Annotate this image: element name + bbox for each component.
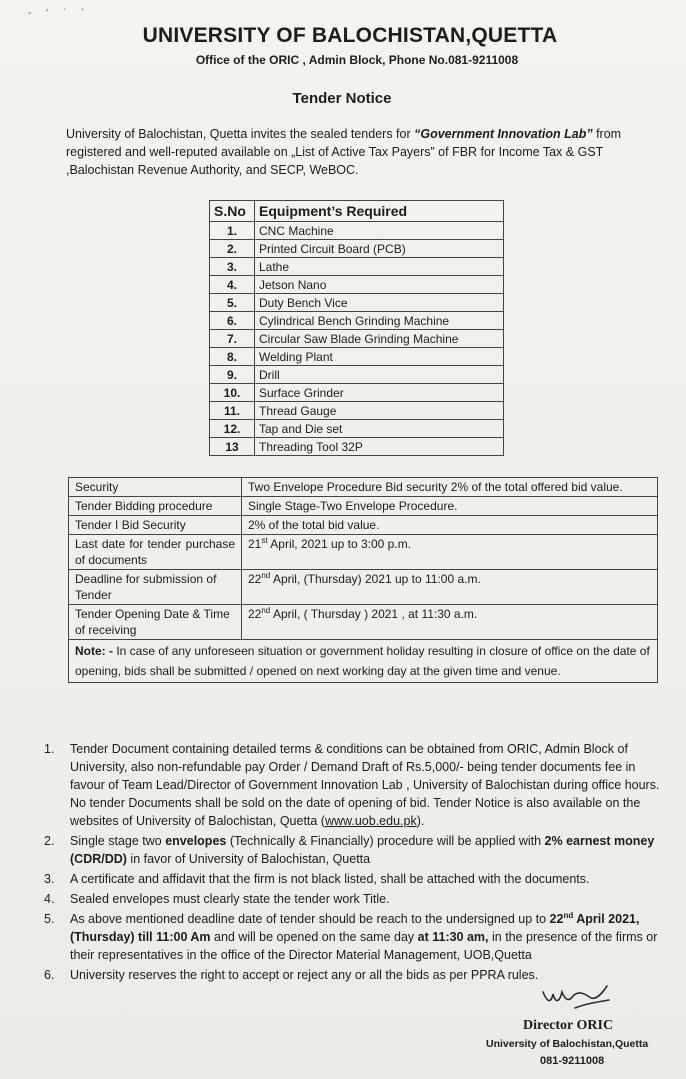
equipment-row	[210, 330, 504, 348]
term-number: 3.	[44, 872, 55, 886]
intro-text-2: from registered and well-reputed available on „List of Active Tax Payers” of FBR for Income Tax & GST ,Balochistan Revenue Authority, and SECP, WeBOC.	[66, 127, 622, 177]
equipment-item: Surface Grinder	[255, 384, 504, 402]
deadline-value	[242, 570, 658, 605]
equipment-item: Tap and Die set	[255, 420, 504, 438]
term-item	[40, 740, 660, 830]
lab-name: “Government Innovation Lab”	[414, 127, 593, 141]
equipment-sno: 8.	[210, 348, 255, 366]
equipment-row	[210, 348, 504, 366]
term-5-a: As above mentioned deadline date of tender should be reach to the undersigned up to	[70, 912, 550, 926]
intro-text-1: University of Balochistan, Quetta invites the sealed tenders for	[66, 127, 415, 141]
term-number: 2.	[44, 834, 55, 848]
term-2-c: (Technically & Financially) procedure will be applied with	[226, 834, 545, 848]
equipment-item: Threading Tool 32P	[255, 438, 504, 456]
term-text: University reserves the right to accept or reject any or all the bids as per PPRA rules.	[70, 968, 539, 982]
terms-list	[40, 740, 660, 986]
equipment-sno: 3.	[210, 258, 255, 276]
term-item	[40, 870, 660, 888]
equipment-row	[210, 222, 504, 240]
term-5-e: at 11:30 am,	[417, 930, 489, 944]
equipment-item: CNC Machine	[255, 222, 504, 240]
equipment-item: Jetson Nano	[255, 276, 504, 294]
term-item	[40, 832, 660, 868]
equipment-sno: 9.	[210, 366, 255, 384]
note-cell	[69, 640, 658, 683]
term-1-text: Tender Document containing detailed terms & conditions can be obtained from ORIC, Admin Block of University, also non-refundable pay Order / Demand Draft of Rs.5,000/- being tender documents fee in favour of Team Lead/Director of Government Innovation Lab , University of Balochistan during office hours. No tender Documents shall be sold on the date of opening of bid. Tender Notice is also available on the websites of University of Balochistan, Quetta (	[70, 742, 660, 828]
office-address: Office of the ORIC , Admin Block, Phone No.081-9211008	[195, 53, 519, 67]
equipment-item: Drill	[255, 366, 504, 384]
opening-label: Tender Opening Date & Time of receiving	[69, 605, 242, 640]
equipment-sno: 12.	[210, 420, 255, 438]
term-number: 4.	[44, 892, 55, 906]
term-1-end: ).	[416, 814, 425, 828]
security-label: Security	[69, 478, 242, 497]
term-5-f: in the presence of the firms or their representatives in the office of the Director Material Management, UOB,Quetta	[70, 930, 658, 962]
notice-heading: Tender Notice	[292, 90, 392, 107]
deadline-rest: April, (Thursday) 2021 up to 11:00 a.m.	[270, 572, 481, 586]
procedure-value: Single Stage-Two Envelope Procedure.	[242, 497, 658, 516]
purchase-value	[242, 535, 658, 570]
equipment-row	[210, 402, 504, 420]
equipment-item: Welding Plant	[255, 348, 504, 366]
purchase-day: 21	[248, 537, 262, 551]
bid-security-value: 2% of the total bid value.	[242, 516, 658, 535]
equipment-row	[210, 438, 504, 456]
equipment-header-row	[210, 201, 504, 222]
security-row	[69, 478, 658, 497]
equipment-item: Cylindrical Bench Grinding Machine	[255, 312, 504, 330]
opening-rest: April, ( Thursday ) 2021 , at 11:30 a.m.	[270, 607, 478, 621]
equipment-sno: 7.	[210, 330, 255, 348]
signatory-phone: 081-9211008	[540, 1055, 605, 1067]
procedure-row	[69, 497, 658, 516]
equipment-row	[210, 420, 504, 438]
deadline-day-suffix: nd	[261, 571, 271, 580]
signatory-title: Director ORIC	[523, 1018, 614, 1033]
purchase-row	[69, 535, 658, 570]
note-text: In case of any unforeseen situation or government holiday resulting in closure of office on the date of opening, bids shall be submitted / opened on next working day at the given time and venue.	[75, 644, 650, 678]
deadline-label: Deadline for submission of Tender	[69, 570, 242, 605]
term-5-c: April 2021, (Thursday) till 11:00 Am	[70, 912, 640, 944]
equipment-row	[210, 276, 504, 294]
term-text	[70, 740, 660, 830]
term-number: 1.	[44, 742, 55, 756]
equipment-item: Lathe	[255, 258, 504, 276]
handwritten-signature	[535, 980, 615, 1020]
purchase-day-suffix: st	[261, 536, 268, 545]
note-row	[69, 640, 658, 683]
term-item	[40, 890, 660, 908]
equipment-sno: 1.	[210, 222, 255, 240]
security-value: Two Envelope Procedure Bid security 2% of the total offered bid value.	[242, 478, 658, 497]
opening-row	[69, 605, 658, 640]
equipment-row	[210, 294, 504, 312]
deadline-day: 22	[248, 572, 262, 586]
term-5-d: and will be opened on the same day	[210, 930, 418, 944]
col-item-header: Equipment’s Required	[255, 201, 504, 222]
equipment-row	[210, 240, 504, 258]
purchase-label: Last date for tender purchase of documents	[69, 535, 242, 570]
equipment-rows	[210, 222, 504, 456]
equipment-item: Circular Saw Blade Grinding Machine	[255, 330, 504, 348]
equipment-row	[210, 366, 504, 384]
equipment-sno: 11.	[210, 402, 255, 420]
opening-day-suffix: nd	[261, 606, 271, 615]
signatory-university: University of Balochistan,Quetta	[486, 1038, 649, 1050]
opening-day: 22	[248, 607, 262, 621]
term-number: 5.	[44, 912, 55, 926]
equipment-item: Duty Bench Vice	[255, 294, 504, 312]
scan-marks: - ʻ ˙ ʼ	[28, 8, 90, 19]
equipment-row	[210, 384, 504, 402]
term-item	[40, 910, 660, 964]
tender-details-table	[68, 477, 658, 683]
term-2-e: in favor of University of Balochistan, Quetta	[126, 852, 371, 866]
bid-security-label: Tender I Bid Security	[69, 516, 242, 535]
term-number: 6.	[44, 968, 55, 982]
purchase-rest: April, 2021 up to 3:00 p.m.	[267, 537, 412, 551]
term-5-day: 22	[549, 912, 564, 926]
equipment-sno: 6.	[210, 312, 255, 330]
equipment-sno: 10.	[210, 384, 255, 402]
equipment-sno: 4.	[210, 276, 255, 294]
equipment-item: Thread Gauge	[255, 402, 504, 420]
website-link[interactable]: www.uob.edu.pk	[324, 814, 417, 828]
university-title: UNIVERSITY OF BALOCHISTAN,QUETTA	[142, 24, 558, 47]
equipment-sno: 13	[210, 438, 255, 456]
equipment-row	[210, 258, 504, 276]
equipment-sno: 5.	[210, 294, 255, 312]
opening-value	[242, 605, 658, 640]
bid-security-row	[69, 516, 658, 535]
equipment-item: Printed Circuit Board (PCB)	[255, 240, 504, 258]
term-2-b: envelopes	[165, 834, 227, 848]
term-2-a: Single stage two	[70, 834, 166, 848]
note-label: Note: -	[75, 644, 113, 658]
procedure-label: Tender Bidding procedure	[69, 497, 242, 516]
term-text: A certificate and affidavit that the firm is not black listed, shall be attached with the documents.	[70, 872, 590, 886]
term-2-d: 2% earnest money (CDR/DD)	[70, 834, 655, 866]
deadline-row	[69, 570, 658, 605]
col-sno-header: S.No	[210, 201, 255, 222]
term-text	[70, 832, 660, 868]
equipment-sno: 2.	[210, 240, 255, 258]
term-text	[70, 910, 660, 964]
equipment-table	[209, 200, 504, 456]
term-text: Sealed envelopes must clearly state the tender work Title.	[70, 892, 390, 906]
intro-paragraph	[66, 125, 656, 179]
equipment-row	[210, 312, 504, 330]
term-5-day-suffix: nd	[563, 910, 574, 920]
